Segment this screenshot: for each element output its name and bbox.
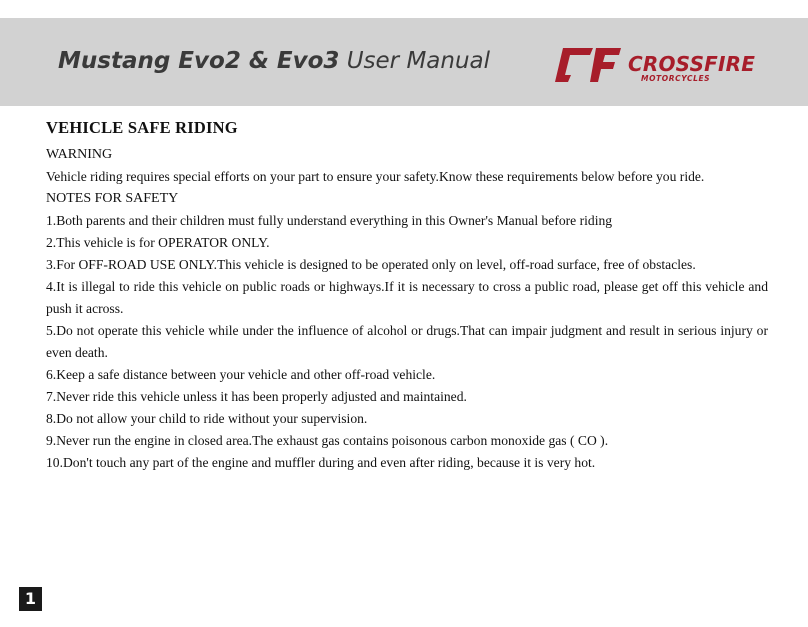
safety-note: 9.Never run the engine in closed area.The exhaust gas contains poisonous carbon monoxide gas ( CO ).	[46, 433, 609, 448]
crossfire-logo-icon	[553, 45, 623, 83]
manual-title-model: Mustang Evo2 & Evo3	[58, 48, 340, 74]
section-heading: VEHICLE SAFE RIDING	[46, 118, 238, 137]
brand-subtitle: MOTORCYCLES	[641, 74, 711, 83]
manual-title-suffix: User Manual	[339, 48, 491, 74]
safety-note: 5.Do not operate this vehicle while under the influence of alcohol or drugs.That can impair judgment and result in serious injury or even death.	[46, 323, 768, 360]
crossfire-logo	[553, 45, 783, 85]
brand-name: CROSSFIRE	[628, 52, 756, 76]
manual-content	[46, 118, 768, 474]
safety-note: 1.Both parents and their children must fully understand everything in this Owner's Manual before riding	[46, 213, 613, 228]
safety-note: 7.Never ride this vehicle unless it has been properly adjusted and maintained.	[46, 389, 467, 404]
safety-notes-list	[46, 210, 768, 474]
safety-note: 2.This vehicle is for OPERATOR ONLY.	[46, 235, 270, 250]
safety-note: 3.For OFF-ROAD USE ONLY.This vehicle is designed to be operated only on level, off-road surface, free of obstacles.	[46, 257, 696, 272]
notes-label: NOTES FOR SAFETY	[46, 191, 179, 206]
warning-text: Vehicle riding requires special efforts on your part to ensure your safety.Know these requirements below before you ride.	[46, 169, 705, 184]
warning-label: WARNING	[46, 147, 113, 162]
safety-note: 4.It is illegal to ride this vehicle on public roads or highways.If it is necessary to cross a public road, please get off this vehicle and push it across.	[46, 279, 768, 316]
safety-note: 8.Do not allow your child to ride without your supervision.	[46, 411, 368, 426]
safety-note: 6.Keep a safe distance between your vehicle and other off-road vehicle.	[46, 367, 436, 382]
safety-note: 10.Don't touch any part of the engine and muffler during and even after riding, because it is very hot.	[46, 455, 596, 470]
manual-title	[58, 48, 490, 74]
page-number: 1	[19, 587, 42, 611]
